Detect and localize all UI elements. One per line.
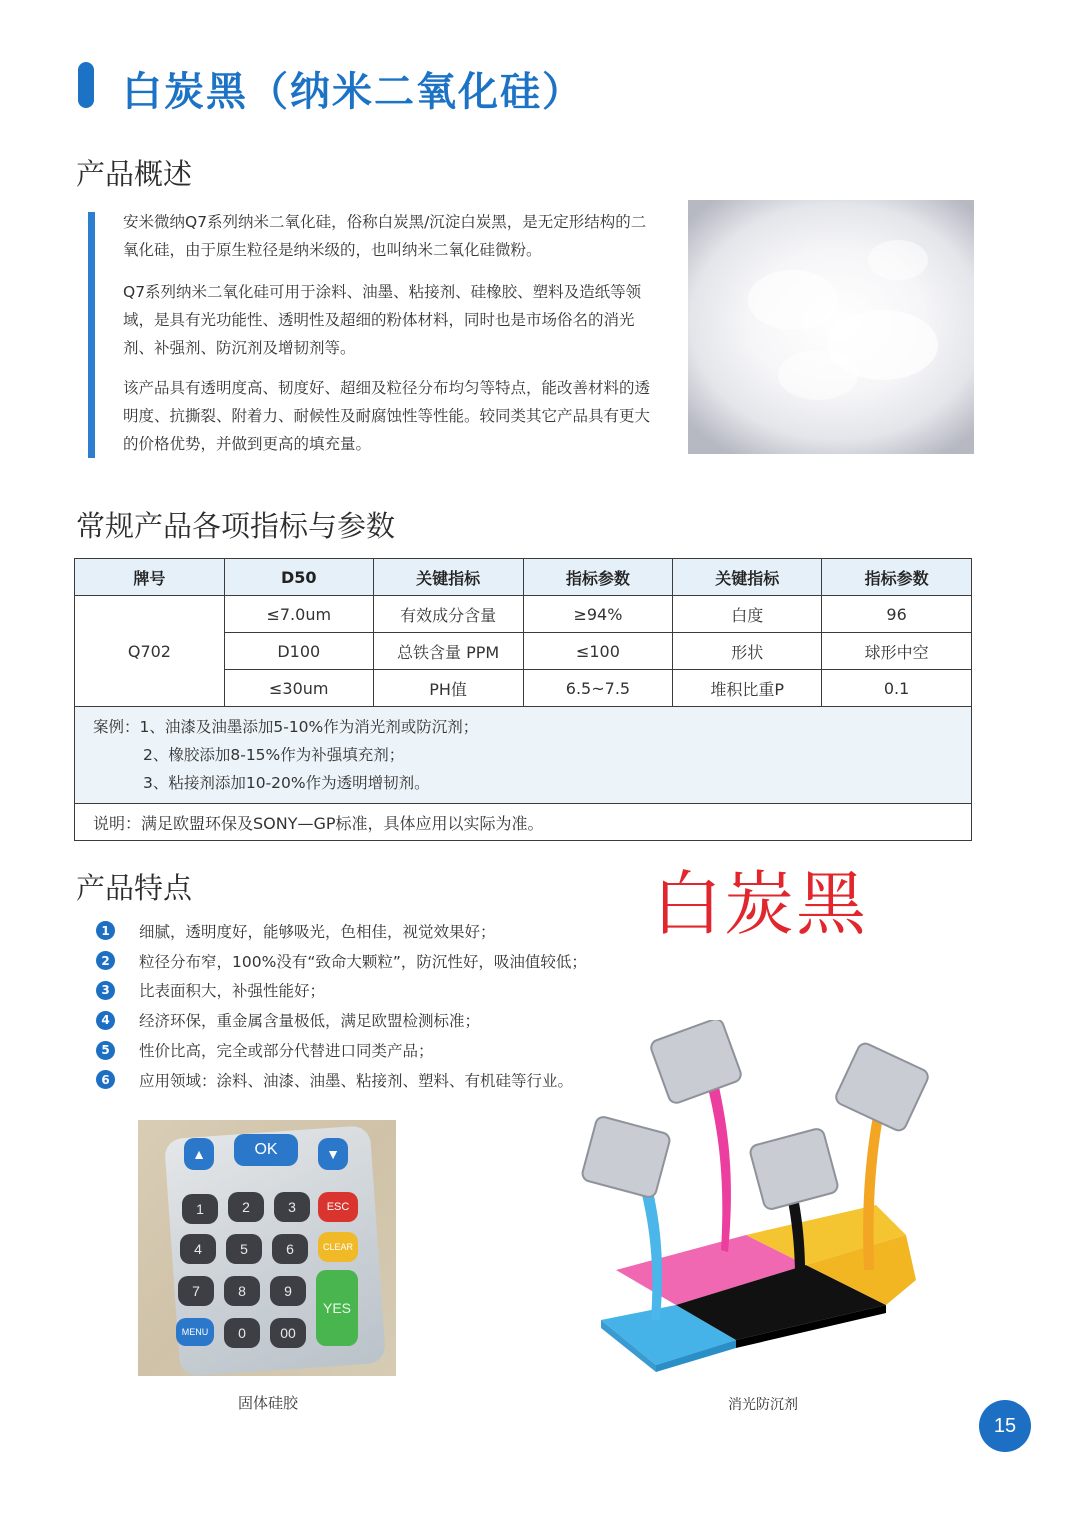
features-heading: 产品特点 — [76, 871, 193, 905]
remark-cell: 说明：满足欧盟环保及SONY—GP标准，具体应用以实际为准。 — [75, 804, 972, 841]
product-name-stamp: 白炭黑 — [652, 863, 868, 945]
table-cell: ≤30um — [224, 670, 373, 707]
table-row — [75, 596, 972, 633]
feature-text: 应用领域：涂料、油漆、油墨、粘接剂、塑料、有机硅等行业。 — [139, 1071, 574, 1090]
table-cell: ≥94% — [523, 596, 673, 633]
spec-table-header-row — [75, 559, 972, 596]
overview-heading: 产品概述 — [76, 157, 193, 191]
keypad-key: 6 — [272, 1234, 308, 1264]
case-line-3: 3、粘接剂添加10-20%作为透明增韧剂。 — [143, 774, 430, 792]
paint-cans-illustration — [576, 1020, 956, 1380]
table-cell: 白度 — [673, 596, 822, 633]
list-item — [96, 976, 587, 1006]
brand-cell: Q702 — [75, 596, 225, 707]
header-key-indicator-1: 关键指标 — [373, 559, 523, 596]
table-cell: 96 — [822, 596, 972, 633]
overview-accent-bar — [88, 212, 95, 458]
number-badge-icon: 6 — [96, 1070, 115, 1089]
table-cell: 球形中空 — [822, 633, 972, 670]
feature-text: 经济环保，重金属含量极低，满足欧盟检测标准； — [139, 1012, 481, 1031]
list-item — [96, 1005, 587, 1035]
case-line-1: 案例：1、油漆及油墨添加5-10%作为消光剂或防沉剂； — [93, 718, 479, 736]
table-cell: 0.1 — [822, 670, 972, 707]
page-number: 15 — [979, 1400, 1031, 1452]
table-cell: 堆积比重P — [673, 670, 822, 707]
keypad-key: 9 — [270, 1276, 306, 1306]
feature-text: 比表面积大，补强性能好； — [139, 982, 326, 1001]
magenta-paint-stream — [706, 1080, 731, 1252]
table-cell: ≤100 — [523, 633, 673, 670]
case-line-2: 2、橡胶添加8-15%作为补强填充剂； — [143, 746, 405, 764]
header-param-2: 指标参数 — [822, 559, 972, 596]
ok-key: OK — [234, 1134, 298, 1166]
page-title: 白炭黑（纳米二氧化硅） — [122, 69, 584, 115]
keypad-key: 2 — [228, 1192, 264, 1222]
table-cell: 6.5~7.5 — [523, 670, 673, 707]
keypad-key: 1 — [182, 1194, 218, 1224]
keypad-key: 5 — [226, 1234, 262, 1264]
header-d50: D50 — [224, 559, 373, 596]
keypad-key: 8 — [224, 1276, 260, 1306]
paint-can-icon — [581, 1115, 671, 1198]
table-cell: 有效成分含量 — [373, 596, 523, 633]
keypad-key: 7 — [178, 1276, 214, 1306]
list-item — [96, 946, 587, 976]
up-arrow-key-icon: ▲ — [184, 1138, 214, 1170]
white-powder-photo — [688, 200, 974, 454]
remark-row — [75, 804, 972, 841]
table-cell: D100 — [224, 633, 373, 670]
keypad-key: 00 — [270, 1318, 306, 1348]
overview-paragraph-3: 该产品具有透明度高、韧度好、超细及粒径分布均匀等特点，能改善材料的透明度、抗撕裂、附着力、耐候性及耐腐蚀性等性能。较同类其它产品具有更大的价格优势，并做到更高的填充量。 — [123, 379, 651, 453]
number-badge-icon: 3 — [96, 981, 115, 1000]
table-cell: 总铁含量 PPM — [373, 633, 523, 670]
feature-text: 性价比高，完全或部分代替进口同类产品； — [139, 1042, 434, 1061]
header-key-indicator-2: 关键指标 — [673, 559, 822, 596]
number-badge-icon: 5 — [96, 1041, 115, 1060]
cases-cell — [75, 707, 972, 804]
keypad-key: 3 — [274, 1192, 310, 1222]
silicone-keypad-photo — [138, 1120, 396, 1376]
keypad-key: 0 — [224, 1318, 260, 1348]
paint-can-icon — [749, 1127, 839, 1210]
table-cell: 形状 — [673, 633, 822, 670]
list-item — [96, 1065, 587, 1095]
table-cell: ≤7.0um — [224, 596, 373, 633]
specs-heading: 常规产品各项指标与参数 — [76, 509, 396, 543]
list-item — [96, 916, 587, 946]
table-cell: PH值 — [373, 670, 523, 707]
feature-list — [96, 916, 587, 1095]
header-brand: 牌号 — [75, 559, 225, 596]
number-badge-icon: 2 — [96, 951, 115, 970]
list-item — [96, 1035, 587, 1065]
down-arrow-key-icon: ▼ — [318, 1138, 348, 1170]
feature-text: 粒径分布窄，100%没有“致命大颗粒”，防沉性好，吸油值较低； — [139, 952, 587, 971]
spec-table — [74, 558, 972, 841]
feature-text: 细腻，透明度好，能够吸光，色相佳，视觉效果好； — [139, 922, 496, 941]
number-badge-icon: 4 — [96, 1011, 115, 1030]
keypad-key: 4 — [180, 1234, 216, 1264]
yes-key: YES — [316, 1270, 358, 1346]
header-param-1: 指标参数 — [523, 559, 673, 596]
caption-solid-silicone: 固体硅胶 — [238, 1394, 299, 1412]
caption-matting-agent: 消光防沉剂 — [728, 1397, 798, 1413]
overview-paragraph-2: Q7系列纳米二氧化硅可用于涂料、油墨、粘接剂、硅橡胶、塑料及造纸等领域，是具有光功能性、透明性及超细的粉体材料，同时也是市场俗名的消光剂、补强剂、防沉剂及增韧剂等。 — [123, 283, 642, 357]
overview-paragraph-1: 安米微纳Q7系列纳米二氧化硅，俗称白炭黑/沉淀白炭黑，是无定形结构的二氧化硅，由于原生粒径是纳米级的，也叫纳米二氧化硅微粉。 — [123, 213, 647, 259]
paint-can-icon — [649, 1020, 743, 1105]
paint-can-icon — [834, 1041, 931, 1133]
clear-key: CLEAR — [318, 1232, 358, 1262]
esc-key: ESC — [318, 1192, 358, 1222]
cases-row — [75, 707, 972, 804]
number-badge-icon: 1 — [96, 921, 115, 940]
title-accent-bar — [78, 62, 94, 108]
menu-key: MENU — [176, 1318, 214, 1346]
